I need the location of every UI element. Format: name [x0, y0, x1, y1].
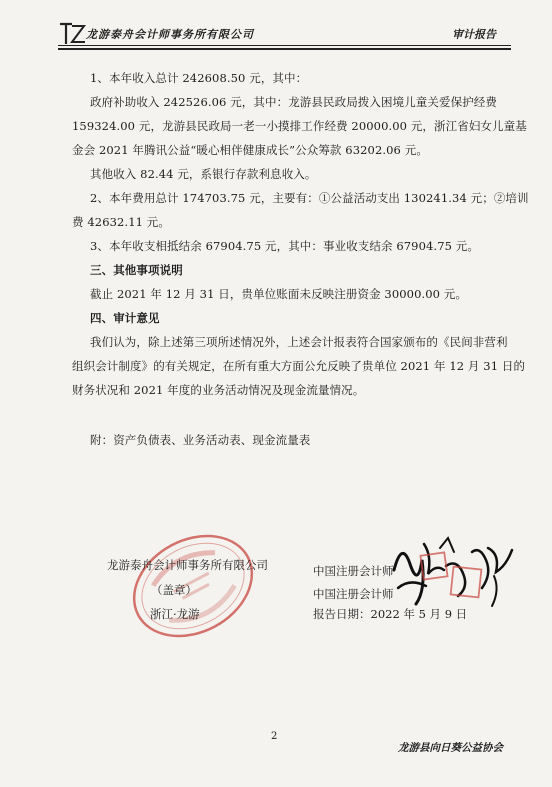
- firm-location: 浙江·龙游: [150, 607, 200, 621]
- page-number: 2: [271, 731, 278, 742]
- seal-note: （盖章）: [151, 583, 197, 597]
- registered-capital-line: 截止 2021 年 12 月 31 日，贵单位账面未反映注册资金 30000.00 元。: [90, 287, 468, 301]
- cpa-title-1: 中国注册会计师: [313, 564, 394, 578]
- section-audit-opinion-heading: 四、审计意见: [90, 311, 160, 325]
- header-report-type: 审计报告: [452, 28, 496, 41]
- tz-logo-icon: [58, 20, 86, 46]
- opinion-cont-line: 组织会计制度》的有关规定，在所有重大方面公允反映了贵单位 2021 年 12 月 31 日的: [72, 359, 526, 373]
- other-income-line: 其他收入 82.44 元，系银行存款利息收入。: [90, 167, 317, 181]
- header-rule-thick: [58, 48, 511, 50]
- gov-subsidy-cont-line-2: 金会 2021 年腾讯公益“暖心相伴健康成长”公众筹款 63202.06 元。: [72, 143, 428, 157]
- footer-stamp-text: 龙游县向日葵公益协会: [398, 742, 503, 754]
- balance-line: 3、本年收支相抵结余 67904.75 元，其中：事业收支结余 67904.75 元。: [90, 239, 479, 253]
- expense-total-line: 2、本年费用总计 174703.75 元，主要有：①公益活动支出 130241.34 元；②培训: [90, 191, 529, 205]
- gov-subsidy-cont-line: 159324.00 元，龙游县民政局一老一小摸排工作经费 20000.00 元，浙江省妇女儿童基: [72, 119, 527, 133]
- opinion-line: 我们认为，除上述第三项所述情况外，上述会计报表符合国家颁布的《民间非营利: [90, 335, 508, 349]
- expense-total-cont-line: 费 42632.11 元。: [72, 215, 170, 229]
- attachment-line: 附：资产负债表、业务活动表、现金流量表: [90, 433, 311, 447]
- auditor-firm-name: 龙游泰舟会计师事务所有限公司: [107, 558, 268, 572]
- header-company-name: 龙游泰舟会计师事务所有限公司: [86, 28, 254, 41]
- income-total-line: 1、本年收入总计 242608.50 元，其中：: [90, 71, 308, 85]
- gov-subsidy-line: 政府补助收入 242526.06 元，其中：龙游县民政局拨入困境儿童关爱保护经费: [90, 95, 497, 109]
- section-other-matters-heading: 三、其他事项说明: [90, 263, 183, 277]
- opinion-cont-line-2: 财务状况和 2021 年度的业务活动情况及现金流量情况。: [72, 383, 365, 397]
- cpa-title-2: 中国注册会计师: [313, 587, 394, 601]
- report-date: 报告日期：2022 年 5 月 9 日: [313, 607, 468, 621]
- header-rule: [58, 45, 511, 46]
